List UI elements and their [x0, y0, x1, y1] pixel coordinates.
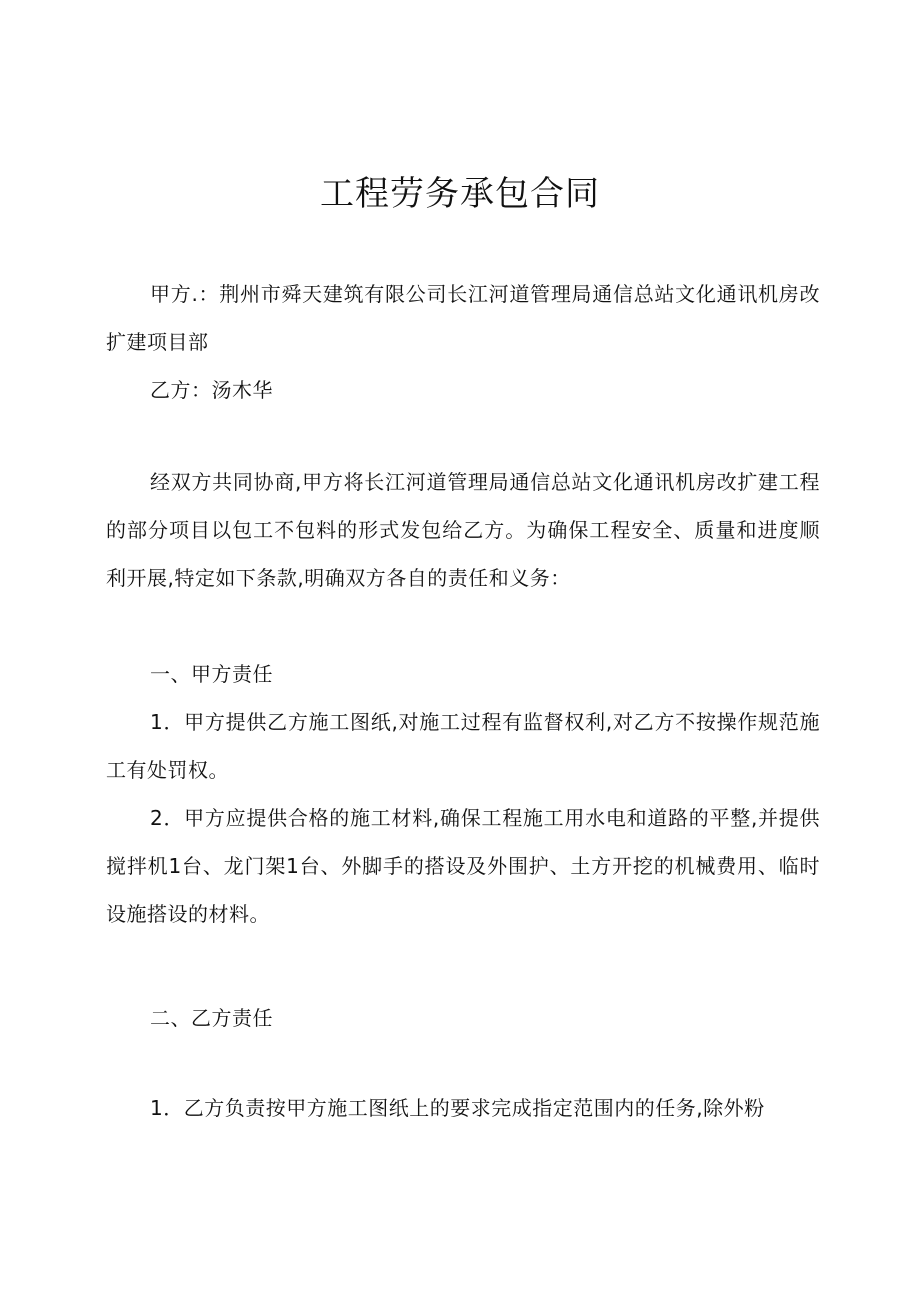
section-2-item-1: 1．乙方负责按甲方施工图纸上的要求完成指定范围内的任务,除外粉 [150, 1096, 765, 1120]
section-1-item-2: 2．甲方应提供合格的施工材料,确保工程施工用水电和道路的平整,并提供搅拌机1台、龙门架1台、外脚手的搭设及外围护、土方开挖的机械费用、临时设施搭设的材料。 [106, 806, 820, 926]
party-b-line: 乙方：汤木华 [150, 378, 273, 402]
party-a-line: 甲方.：荆州市舜天建筑有限公司长江河道管理局通信总站文化通讯机房改扩建项目部 [106, 282, 820, 354]
section-1-heading: 一、甲方责任 [150, 662, 273, 686]
document-title: 工程劳务承包合同 [320, 174, 600, 214]
section-2-heading: 二、乙方责任 [150, 1006, 273, 1030]
intro-paragraph: 经双方共同协商,甲方将长江河道管理局通信总站文化通讯机房改扩建工程的部分项目以包工不包料的形式发包给乙方。为确保工程安全、质量和进度顺利开展,特定如下条款,明确双方各自的责任和义务： [106, 470, 820, 590]
section-1-item-1: 1．甲方提供乙方施工图纸,对施工过程有监督权利,对乙方不按操作规范施工有处罚权。 [106, 710, 820, 782]
